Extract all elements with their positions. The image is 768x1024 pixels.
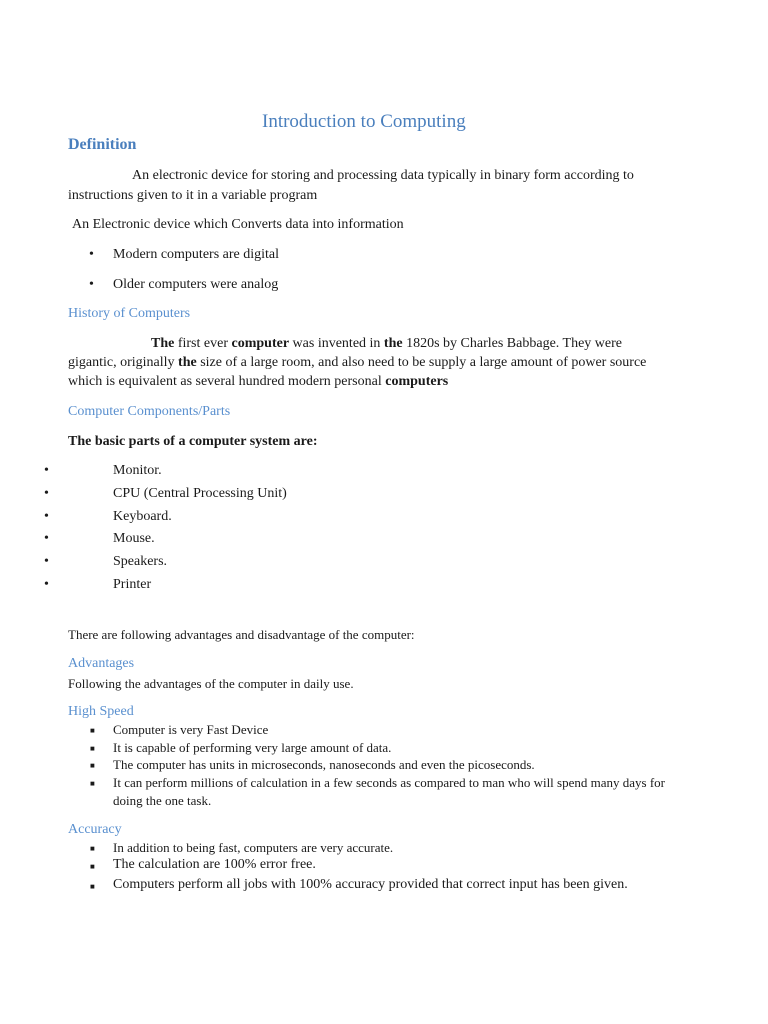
- component-item: Monitor.: [113, 463, 162, 478]
- square-bullet: ■: [90, 761, 95, 770]
- accuracy-item: Computers perform all jobs with 100% accuracy provided that correct input has been given.: [113, 877, 628, 892]
- accuracy-item: In addition to being fast, computers are very accurate.: [113, 840, 394, 855]
- bullet-marker: •: [44, 577, 49, 592]
- high-speed-item-continued: doing the one task.: [113, 793, 212, 808]
- square-bullet: ■: [90, 779, 95, 788]
- history-heading: History of Computers: [68, 306, 191, 321]
- components-intro: The basic parts of a computer system are:: [68, 434, 318, 449]
- component-item: Printer: [113, 577, 152, 592]
- definition-line-2: instructions given to it in a variable program: [68, 188, 318, 203]
- bullet-marker: •: [89, 277, 94, 292]
- definition-heading: Definition: [68, 136, 137, 153]
- component-item: CPU (Central Processing Unit): [113, 486, 287, 501]
- bullet-marker: •: [89, 247, 94, 262]
- high-speed-item: It can perform millions of calculation in a few seconds as compared to man who will spend many days for: [113, 775, 665, 790]
- history-line-2: gigantic, originally the size of a large room, and also need to be supply a large amount of power source: [68, 355, 647, 370]
- square-bullet: ■: [90, 862, 95, 871]
- history-line-1: The first ever computer was invented in the 1820s by Charles Babbage. They were: [151, 336, 622, 351]
- definition-line-1: An electronic device for storing and processing data typically in binary form according to: [132, 168, 634, 183]
- bullet-marker: •: [44, 531, 49, 546]
- advantages-heading: Advantages: [68, 656, 135, 671]
- bullet-marker: •: [44, 486, 49, 501]
- definition-bullet-1: Modern computers are digital: [113, 247, 280, 262]
- component-item: Mouse.: [113, 531, 155, 546]
- definition-bullet-2: Older computers were analog: [113, 277, 279, 292]
- accuracy-heading: Accuracy: [68, 822, 122, 837]
- high-speed-item: Computer is very Fast Device: [113, 722, 269, 737]
- history-line-3: which is equivalent as several hundred modern personal computers: [68, 374, 449, 389]
- component-item: Speakers.: [113, 554, 168, 569]
- square-bullet: ■: [90, 882, 95, 891]
- high-speed-item: It is capable of performing very large amount of data.: [113, 740, 392, 755]
- square-bullet: ■: [90, 844, 95, 853]
- accuracy-item: The calculation are 100% error free.: [113, 857, 316, 872]
- page-title: Introduction to Computing: [262, 111, 466, 132]
- components-heading: Computer Components/Parts: [68, 404, 231, 419]
- bullet-marker: •: [44, 554, 49, 569]
- high-speed-heading: High Speed: [68, 704, 134, 719]
- square-bullet: ■: [90, 744, 95, 753]
- bullet-marker: •: [44, 509, 49, 524]
- advantages-intro-line: There are following advantages and disadvantage of the computer:: [68, 627, 415, 642]
- definition-line-3: An Electronic device which Converts data into information: [72, 217, 404, 232]
- component-item: Keyboard.: [113, 509, 172, 524]
- high-speed-item: The computer has units in microseconds, nanoseconds and even the picoseconds.: [113, 757, 535, 772]
- bullet-marker: •: [44, 463, 49, 478]
- square-bullet: ■: [90, 726, 95, 735]
- advantages-intro: Following the advantages of the computer in daily use.: [68, 676, 354, 691]
